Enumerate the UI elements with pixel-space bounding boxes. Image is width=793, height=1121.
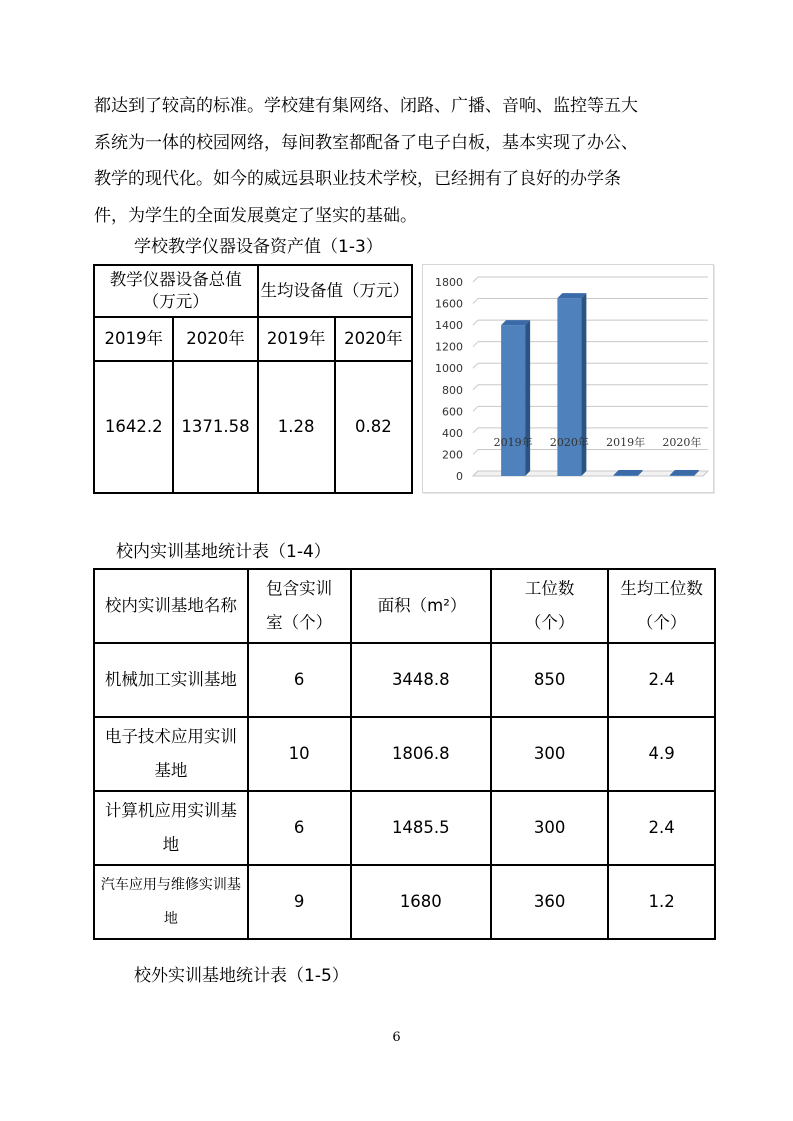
table-1-3-caption: 学校教学仪器设备资产值（1-3） — [134, 237, 383, 257]
gridline-side — [473, 363, 478, 368]
body-paragraph — [94, 88, 714, 234]
table-cell: 300 — [491, 717, 608, 791]
bar-top — [557, 293, 586, 298]
equipment-value-table — [93, 264, 413, 494]
header-per-student-value: 生均设备值（万元） — [258, 265, 412, 317]
table-cell: 2.4 — [608, 643, 715, 717]
y-tick-label: 0 — [456, 470, 463, 483]
y-tick-label: 1200 — [435, 340, 463, 354]
value-cell: 1371.58 — [173, 361, 257, 493]
table-cell: 360 — [491, 865, 608, 939]
bar — [557, 298, 581, 476]
paragraph-line: 系统为一体的校园网络，每间教室都配备了电子白板，基本实现了办公、 — [94, 132, 638, 153]
header-total-value: 教学仪器设备总值（万元） — [94, 265, 258, 317]
bar-top — [501, 320, 530, 325]
y-tick-label: 600 — [442, 405, 463, 419]
table-cell: 850 — [491, 643, 608, 717]
table-cell: 1485.5 — [351, 791, 491, 865]
table-1-5-caption: 校外实训基地统计表（1-5） — [134, 966, 349, 986]
bar-chart-svg — [423, 265, 713, 492]
bar — [670, 475, 694, 476]
y-tick-label: 800 — [442, 383, 463, 397]
table-cell: 汽车应用与维修实训基地 — [94, 865, 248, 939]
header-base-name: 校内实训基地名称 — [94, 569, 248, 643]
table-cell: 电子技术应用实训基地 — [94, 717, 248, 791]
y-tick-label: 1000 — [435, 362, 463, 376]
y-tick-label: 400 — [442, 426, 463, 440]
table-cell: 2.4 — [608, 791, 715, 865]
bar — [614, 475, 638, 476]
value-cell: 1.28 — [258, 361, 335, 493]
page-number: 6 — [392, 1030, 401, 1045]
year-cell: 2019年 — [258, 317, 335, 361]
table-cell: 9 — [248, 865, 351, 939]
header-per-student: 生均工位数（个） — [608, 569, 715, 643]
gridline-side — [473, 342, 478, 347]
y-tick-label: 200 — [442, 448, 463, 462]
table-cell: 1680 — [351, 865, 491, 939]
gridline-side — [473, 320, 478, 325]
year-cell: 2020年 — [173, 317, 257, 361]
y-tick-label: 1400 — [435, 319, 463, 333]
y-tick-label: 1600 — [435, 297, 463, 311]
table-cell: 6 — [248, 643, 351, 717]
table-cell: 计算机应用实训基地 — [94, 791, 248, 865]
table-1-4-caption: 校内实训基地统计表（1-4） — [116, 542, 331, 562]
gridline-side — [473, 406, 478, 411]
x-category-label: 2019年 — [493, 435, 533, 449]
header-stations: 工位数（个） — [491, 569, 608, 643]
table-cell: 1.2 — [608, 865, 715, 939]
paragraph-line: 件，为学生的全面发展奠定了坚实的基础。 — [94, 205, 417, 226]
gridline-side — [473, 299, 478, 304]
header-rooms: 包含实训室（个） — [248, 569, 351, 643]
bar-top — [670, 470, 699, 475]
year-cell: 2020年 — [335, 317, 412, 361]
header-area: 面积（m²） — [351, 569, 491, 643]
value-cell: 1642.2 — [94, 361, 173, 493]
value-cell: 0.82 — [335, 361, 412, 493]
x-category-label: 2020年 — [549, 435, 589, 449]
gridline-side — [473, 449, 478, 454]
table-cell: 1806.8 — [351, 717, 491, 791]
gridline-side — [473, 277, 478, 282]
y-tick-label: 1800 — [435, 276, 463, 289]
bar-top — [614, 470, 643, 475]
table-cell: 4.9 — [608, 717, 715, 791]
gridline-side — [473, 428, 478, 433]
table-cell: 6 — [248, 791, 351, 865]
x-category-label: 2019年 — [606, 435, 646, 449]
table-cell: 300 — [491, 791, 608, 865]
table-cell: 10 — [248, 717, 351, 791]
table-cell: 机械加工实训基地 — [94, 643, 248, 717]
paragraph-line: 都达到了较高的标准。学校建有集网络、闭路、广播、音响、监控等五大 — [94, 96, 638, 116]
year-cell: 2019年 — [94, 317, 173, 361]
training-base-table — [93, 568, 716, 940]
table-cell: 3448.8 — [351, 643, 491, 717]
equipment-bar-chart — [422, 264, 714, 493]
x-category-label: 2020年 — [662, 435, 702, 449]
bar-side — [525, 320, 530, 476]
bar — [501, 325, 525, 476]
paragraph-line: 教学的现代化。如今的威远县职业技术学校，已经拥有了良好的办学条 — [94, 169, 621, 189]
gridline-side — [473, 385, 478, 390]
